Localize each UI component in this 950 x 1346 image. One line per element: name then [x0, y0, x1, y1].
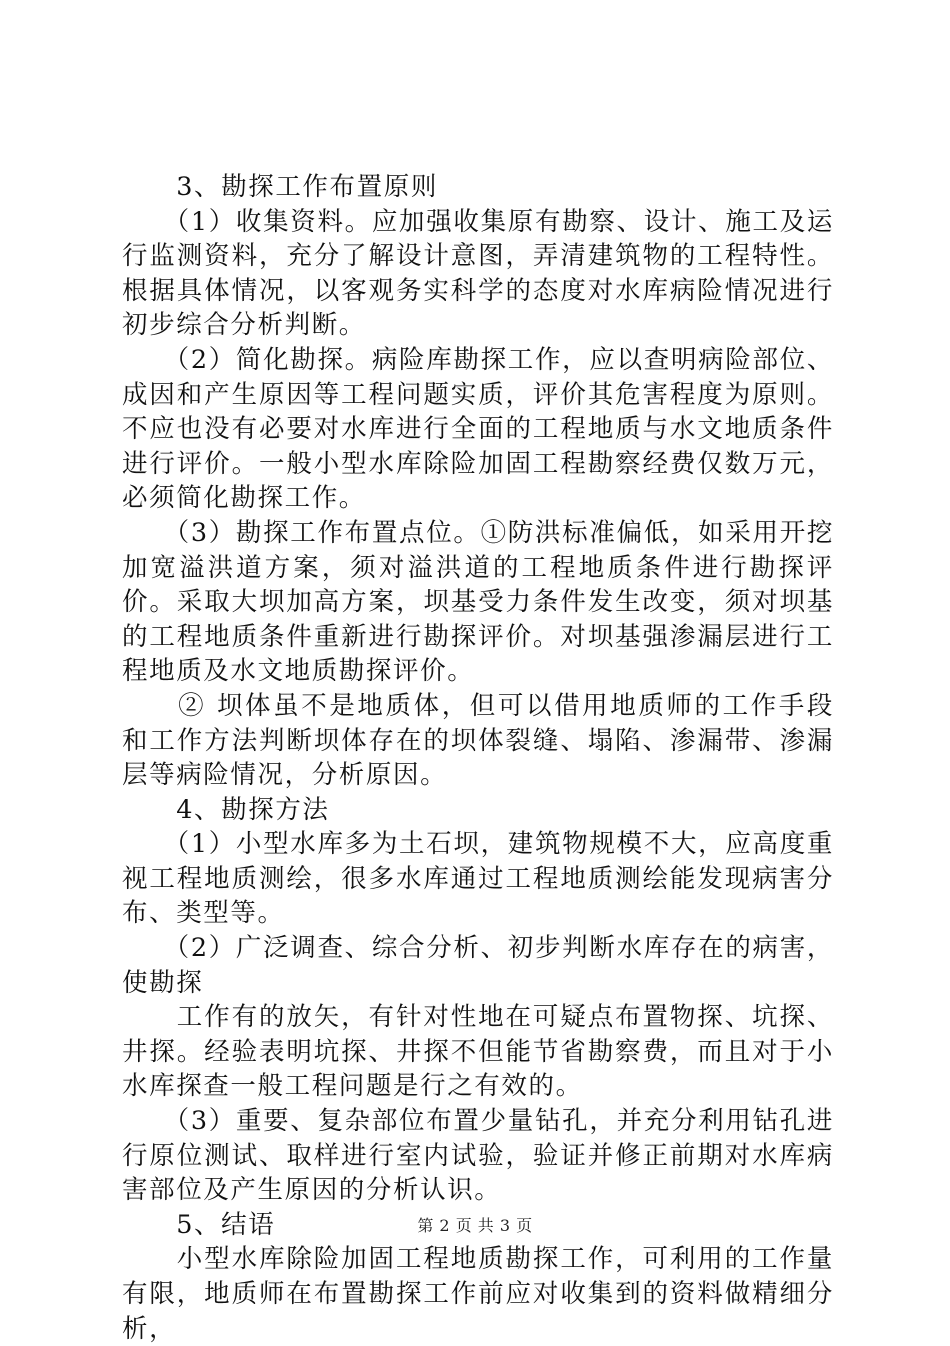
- paragraph-method-3: （3）重要、复杂部位布置少量钻孔，并充分利用钻孔进行原位测试、取样进行室内试验，验证并修正前期对水库病害部位及产生原因的分析认识。: [122, 1106, 834, 1206]
- section-heading-4: 4、勘探方法: [122, 794, 330, 825]
- page-number-label: 第 2 页 共 3 页: [417, 1216, 533, 1235]
- paragraph-survey-points: （3）勘探工作布置点位。①防洪标准偏低，如采用开挖加宽溢洪道方案，须对溢洪道的工程地质条件进行勘探评价。采取大坝加高方案，坝基受力条件发生改变，须对坝基的工程地质条件重新进行勘探评价。对坝基强渗漏层进行工程地质及水文地质勘探评价。: [122, 517, 834, 687]
- paragraph-collect-data: （1）收集资料。应加强收集原有勘察、设计、施工及运行监测资料，充分了解设计意图，弄清建筑物的工程特性。根据具体情况，以客观务实科学的态度对水库病险情况进行初步综合分析判断。: [122, 206, 834, 341]
- paragraph-dam-body: ② 坝体虽不是地质体，但可以借用地质师的工作手段和工作方法判断坝体存在的坝体裂缝、塌陷、渗漏带、渗漏层等病险情况，分析原因。: [122, 690, 834, 791]
- page-footer: [0, 1216, 950, 1236]
- section-heading-3: 3、勘探工作布置原则: [122, 172, 438, 202]
- paragraph-method-1: （1）小型水库多为土石坝，建筑物规模不大，应高度重视工程地质测绘，很多水库通过工程地质测绘能发现病害分布、类型等。: [122, 829, 834, 929]
- paragraph-conclusion: 小型水库除险加固工程地质勘探工作，可利用的工作量有限，地质师在布置勘探工作前应对收集到的资料做精细分析，: [122, 1244, 834, 1344]
- section-heading-5: 5、结语: [122, 1209, 276, 1240]
- document-body: [122, 170, 834, 1346]
- paragraph-method-2: （2）广泛调查、综合分析、初步判断水库存在的病害，使勘探: [122, 933, 834, 998]
- paragraph-simplify-survey: （2）简化勘探。病险库勘探工作，应以查明病险部位、成因和产生原因等工程问题实质，评价其危害程度为原则。不应也没有必要对水库进行全面的工程地质与水文地质条件进行评价。一般小型水库除险加固工程勘察经费仅数万元，必须简化勘探工作。: [122, 344, 834, 514]
- paragraph-method-2-cont: 工作有的放矢，有针对性地在可疑点布置物探、坑探、井探。经验表明坑探、井探不但能节省勘察费，而且对于小水库探查一般工程问题是行之有效的。: [122, 1002, 834, 1102]
